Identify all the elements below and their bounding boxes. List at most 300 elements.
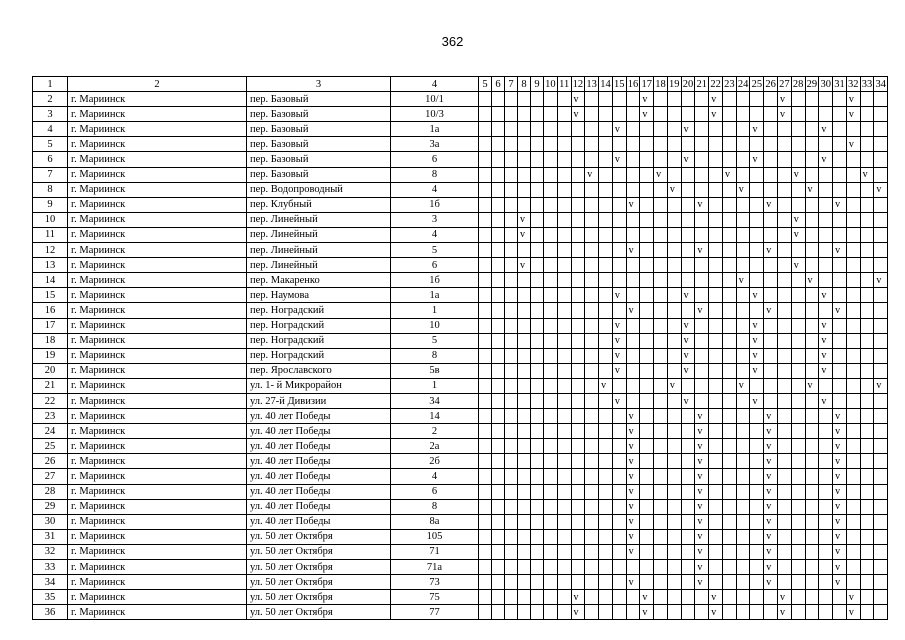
schedule-cell (518, 560, 531, 575)
schedule-cell (874, 258, 888, 273)
schedule-cell (667, 469, 681, 484)
schedule-mark: v (695, 454, 709, 469)
schedule-cell (626, 152, 640, 167)
schedule-cell (518, 529, 531, 544)
schedule-cell (778, 318, 792, 333)
schedule-mark: v (626, 544, 640, 559)
schedule-cell (791, 560, 805, 575)
schedule-cell (557, 243, 571, 258)
schedule-cell (750, 514, 764, 529)
schedule-cell (778, 227, 792, 242)
schedule-mark: v (667, 182, 681, 197)
schedule-mark: v (833, 484, 847, 499)
schedule-cell (599, 560, 613, 575)
column-header: 19 (667, 77, 681, 92)
schedule-cell (505, 529, 518, 544)
schedule-mark: v (626, 197, 640, 212)
schedule-cell (722, 182, 736, 197)
schedule-cell (833, 605, 847, 620)
schedule-cell (492, 469, 505, 484)
schedule-cell (736, 514, 750, 529)
schedule-cell (805, 197, 819, 212)
schedule-cell (667, 484, 681, 499)
schedule-cell (681, 378, 695, 393)
schedule-cell (544, 484, 558, 499)
schedule-cell (722, 560, 736, 575)
row-number: 23 (33, 409, 68, 424)
schedule-cell (492, 243, 505, 258)
row-number: 7 (33, 167, 68, 182)
schedule-cell (860, 197, 874, 212)
schedule-cell (612, 167, 626, 182)
schedule-cell (709, 575, 723, 590)
schedule-cell (654, 258, 668, 273)
schedule-cell (640, 454, 654, 469)
schedule-cell (791, 409, 805, 424)
schedule-cell (833, 107, 847, 122)
schedule-cell (585, 469, 599, 484)
schedule-cell (599, 227, 613, 242)
column-header: 22 (709, 77, 723, 92)
schedule-cell (846, 529, 860, 544)
schedule-cell (518, 378, 531, 393)
schedule-cell (667, 227, 681, 242)
schedule-cell (557, 454, 571, 469)
schedule-cell (709, 273, 723, 288)
schedule-mark: v (695, 439, 709, 454)
schedule-cell (654, 122, 668, 137)
schedule-cell (819, 243, 833, 258)
schedule-cell (640, 363, 654, 378)
house-cell: 8 (391, 499, 479, 514)
city-cell: г. Мариинск (68, 484, 247, 499)
schedule-cell (819, 529, 833, 544)
schedule-cell (750, 590, 764, 605)
city-cell: г. Мариинск (68, 605, 247, 620)
schedule-cell (805, 363, 819, 378)
schedule-cell (846, 333, 860, 348)
schedule-cell (722, 514, 736, 529)
schedule-mark: v (695, 484, 709, 499)
schedule-cell (667, 605, 681, 620)
schedule-cell (695, 137, 709, 152)
schedule-cell (492, 197, 505, 212)
schedule-cell (695, 273, 709, 288)
schedule-cell (736, 303, 750, 318)
street-cell: ул. 40 лет Победы (247, 514, 391, 529)
schedule-cell (612, 227, 626, 242)
schedule-mark: v (612, 318, 626, 333)
schedule-cell (492, 409, 505, 424)
schedule-cell (805, 167, 819, 182)
schedule-cell (874, 348, 888, 363)
schedule-cell (585, 318, 599, 333)
schedule-cell (479, 92, 492, 107)
schedule-cell (531, 575, 544, 590)
schedule-cell (819, 137, 833, 152)
street-cell: ул. 50 лет Октября (247, 590, 391, 605)
schedule-mark: v (846, 590, 860, 605)
schedule-cell (640, 243, 654, 258)
schedule-cell (518, 469, 531, 484)
schedule-cell (505, 243, 518, 258)
schedule-cell (667, 363, 681, 378)
schedule-cell (544, 258, 558, 273)
schedule-cell (505, 107, 518, 122)
schedule-cell (585, 409, 599, 424)
schedule-cell (479, 575, 492, 590)
column-header: 18 (654, 77, 668, 92)
schedule-mark: v (640, 107, 654, 122)
schedule-cell (874, 92, 888, 107)
schedule-cell (791, 137, 805, 152)
city-cell: г. Мариинск (68, 333, 247, 348)
schedule-cell (805, 137, 819, 152)
schedule-cell (654, 590, 668, 605)
schedule-cell (492, 605, 505, 620)
house-cell: 8а (391, 514, 479, 529)
schedule-mark: v (819, 393, 833, 408)
schedule-cell (479, 363, 492, 378)
schedule-cell (612, 92, 626, 107)
schedule-cell (681, 303, 695, 318)
schedule-cell (531, 560, 544, 575)
schedule-cell (791, 529, 805, 544)
schedule-cell (874, 152, 888, 167)
street-cell: ул. 27-й Дивизии (247, 393, 391, 408)
schedule-cell (505, 303, 518, 318)
schedule-cell (750, 544, 764, 559)
schedule-cell (612, 484, 626, 499)
column-header: 32 (846, 77, 860, 92)
schedule-cell (505, 590, 518, 605)
schedule-cell (599, 182, 613, 197)
schedule-cell (505, 605, 518, 620)
schedule-cell (667, 393, 681, 408)
schedule-cell (518, 288, 531, 303)
schedule-cell (860, 348, 874, 363)
schedule-cell (599, 107, 613, 122)
column-header: 30 (819, 77, 833, 92)
column-header: 25 (750, 77, 764, 92)
schedule-cell (492, 152, 505, 167)
schedule-cell (778, 303, 792, 318)
schedule-cell (778, 393, 792, 408)
schedule-cell (874, 318, 888, 333)
schedule-cell (585, 499, 599, 514)
schedule-mark: v (599, 378, 613, 393)
schedule-cell (833, 122, 847, 137)
schedule-mark: v (626, 303, 640, 318)
schedule-mark: v (833, 439, 847, 454)
schedule-cell (571, 333, 585, 348)
schedule-cell (479, 288, 492, 303)
schedule-cell (778, 348, 792, 363)
schedule-cell (819, 439, 833, 454)
schedule-cell (750, 560, 764, 575)
schedule-cell (860, 484, 874, 499)
schedule-cell (599, 273, 613, 288)
schedule-cell (505, 212, 518, 227)
schedule-cell (667, 590, 681, 605)
schedule-cell (505, 439, 518, 454)
schedule-cell (736, 258, 750, 273)
schedule-cell (722, 92, 736, 107)
schedule-cell (860, 92, 874, 107)
table-row (33, 348, 888, 363)
schedule-cell (860, 258, 874, 273)
schedule-cell (805, 212, 819, 227)
schedule-mark: v (612, 348, 626, 363)
schedule-cell (557, 348, 571, 363)
schedule-cell (805, 514, 819, 529)
row-number: 16 (33, 303, 68, 318)
schedule-cell (681, 258, 695, 273)
schedule-cell (750, 273, 764, 288)
schedule-cell (778, 122, 792, 137)
schedule-cell (492, 333, 505, 348)
schedule-cell (667, 243, 681, 258)
schedule-cell (695, 393, 709, 408)
table-row (33, 303, 888, 318)
house-cell: 4 (391, 182, 479, 197)
schedule-cell (833, 227, 847, 242)
schedule-cell (518, 590, 531, 605)
street-cell: пер. Линейный (247, 227, 391, 242)
schedule-cell (805, 318, 819, 333)
schedule-cell (860, 544, 874, 559)
row-number: 28 (33, 484, 68, 499)
schedule-cell (640, 514, 654, 529)
schedule-cell (778, 273, 792, 288)
schedule-cell (557, 92, 571, 107)
schedule-cell (846, 152, 860, 167)
schedule-cell (654, 514, 668, 529)
schedule-cell (612, 273, 626, 288)
schedule-cell (544, 273, 558, 288)
schedule-cell (612, 182, 626, 197)
row-number: 5 (33, 137, 68, 152)
schedule-cell (544, 107, 558, 122)
schedule-cell (874, 544, 888, 559)
street-cell: пер. Базовый (247, 107, 391, 122)
house-cell: 8 (391, 348, 479, 363)
schedule-cell (750, 137, 764, 152)
schedule-cell (531, 137, 544, 152)
schedule-mark: v (860, 167, 874, 182)
schedule-cell (518, 152, 531, 167)
schedule-cell (764, 182, 778, 197)
schedule-cell (736, 499, 750, 514)
schedule-cell (778, 197, 792, 212)
street-cell: пер. Базовый (247, 137, 391, 152)
schedule-mark: v (846, 92, 860, 107)
schedule-mark: v (805, 273, 819, 288)
schedule-cell (805, 499, 819, 514)
city-cell: г. Мариинск (68, 107, 247, 122)
schedule-cell (860, 575, 874, 590)
schedule-mark: v (518, 258, 531, 273)
schedule-mark: v (750, 333, 764, 348)
schedule-cell (736, 575, 750, 590)
schedule-cell (750, 92, 764, 107)
table-row (33, 107, 888, 122)
schedule-cell (585, 378, 599, 393)
schedule-cell (640, 409, 654, 424)
street-cell: ул. 40 лет Победы (247, 439, 391, 454)
street-cell: ул. 50 лет Октября (247, 575, 391, 590)
schedule-cell (791, 424, 805, 439)
schedule-cell (667, 409, 681, 424)
schedule-cell (791, 590, 805, 605)
schedule-cell (750, 107, 764, 122)
schedule-mark: v (626, 439, 640, 454)
schedule-cell (654, 182, 668, 197)
schedule-mark: v (681, 122, 695, 137)
schedule-mark: v (819, 152, 833, 167)
city-cell: г. Мариинск (68, 318, 247, 333)
schedule-cell (492, 363, 505, 378)
schedule-cell (874, 529, 888, 544)
schedule-cell (557, 469, 571, 484)
schedule-cell (626, 590, 640, 605)
schedule-cell (531, 182, 544, 197)
schedule-mark: v (626, 469, 640, 484)
schedule-cell (874, 424, 888, 439)
schedule-cell (860, 137, 874, 152)
schedule-cell (709, 182, 723, 197)
schedule-cell (571, 182, 585, 197)
schedule-cell (860, 590, 874, 605)
schedule-cell (846, 288, 860, 303)
table-row (33, 363, 888, 378)
schedule-cell (557, 318, 571, 333)
schedule-cell (667, 288, 681, 303)
schedule-mark: v (819, 122, 833, 137)
schedule-cell (599, 318, 613, 333)
schedule-cell (681, 243, 695, 258)
schedule-cell (860, 439, 874, 454)
schedule-cell (640, 303, 654, 318)
schedule-cell (599, 303, 613, 318)
schedule-cell (791, 484, 805, 499)
schedule-cell (709, 318, 723, 333)
schedule-cell (819, 499, 833, 514)
schedule-cell (833, 348, 847, 363)
schedule-cell (654, 484, 668, 499)
schedule-cell (709, 197, 723, 212)
schedule-cell (626, 348, 640, 363)
schedule-cell (557, 439, 571, 454)
city-cell: г. Мариинск (68, 439, 247, 454)
schedule-cell (518, 454, 531, 469)
column-header: 33 (860, 77, 874, 92)
house-cell: 71а (391, 560, 479, 575)
schedule-cell (750, 424, 764, 439)
schedule-cell (736, 544, 750, 559)
schedule-mark: v (681, 318, 695, 333)
table-row (33, 122, 888, 137)
schedule-cell (654, 454, 668, 469)
city-cell: г. Мариинск (68, 182, 247, 197)
schedule-cell (585, 107, 599, 122)
row-number: 27 (33, 469, 68, 484)
table-row (33, 529, 888, 544)
schedule-cell (819, 424, 833, 439)
schedule-cell (860, 409, 874, 424)
house-cell: 6 (391, 152, 479, 167)
schedule-cell (557, 560, 571, 575)
schedule-cell (505, 92, 518, 107)
schedule-cell (640, 318, 654, 333)
schedule-cell (640, 212, 654, 227)
schedule-cell (544, 560, 558, 575)
schedule-mark: v (695, 197, 709, 212)
schedule-cell (860, 469, 874, 484)
schedule-cell (667, 167, 681, 182)
schedule-cell (585, 243, 599, 258)
schedule-cell (805, 409, 819, 424)
schedule-cell (764, 258, 778, 273)
schedule-cell (681, 197, 695, 212)
schedule-cell (805, 529, 819, 544)
schedule-cell (585, 348, 599, 363)
schedule-mark: v (695, 243, 709, 258)
schedule-cell (544, 544, 558, 559)
schedule-cell (479, 484, 492, 499)
schedule-cell (736, 529, 750, 544)
schedule-cell (599, 499, 613, 514)
schedule-cell (585, 529, 599, 544)
schedule-cell (585, 212, 599, 227)
schedule-cell (791, 439, 805, 454)
schedule-cell (492, 273, 505, 288)
schedule-cell (492, 107, 505, 122)
schedule-cell (764, 318, 778, 333)
schedule-cell (736, 560, 750, 575)
city-cell: г. Мариинск (68, 303, 247, 318)
schedule-mark: v (518, 212, 531, 227)
row-number: 18 (33, 333, 68, 348)
city-cell: г. Мариинск (68, 137, 247, 152)
schedule-cell (479, 258, 492, 273)
schedule-mark: v (612, 122, 626, 137)
schedule-cell (654, 152, 668, 167)
schedule-cell (599, 424, 613, 439)
schedule-cell (874, 288, 888, 303)
row-number: 33 (33, 560, 68, 575)
city-cell: г. Мариинск (68, 363, 247, 378)
schedule-cell (709, 514, 723, 529)
schedule-cell (571, 152, 585, 167)
schedule-cell (518, 575, 531, 590)
schedule-cell (544, 409, 558, 424)
schedule-cell (544, 92, 558, 107)
schedule-cell (571, 243, 585, 258)
schedule-cell (709, 544, 723, 559)
schedule-cell (479, 197, 492, 212)
schedule-cell (805, 544, 819, 559)
schedule-cell (505, 575, 518, 590)
schedule-cell (544, 469, 558, 484)
schedule-cell (667, 424, 681, 439)
schedule-mark: v (874, 182, 888, 197)
table-row (33, 243, 888, 258)
schedule-cell (505, 393, 518, 408)
schedule-cell (750, 529, 764, 544)
schedule-cell (667, 212, 681, 227)
schedule-cell (599, 605, 613, 620)
